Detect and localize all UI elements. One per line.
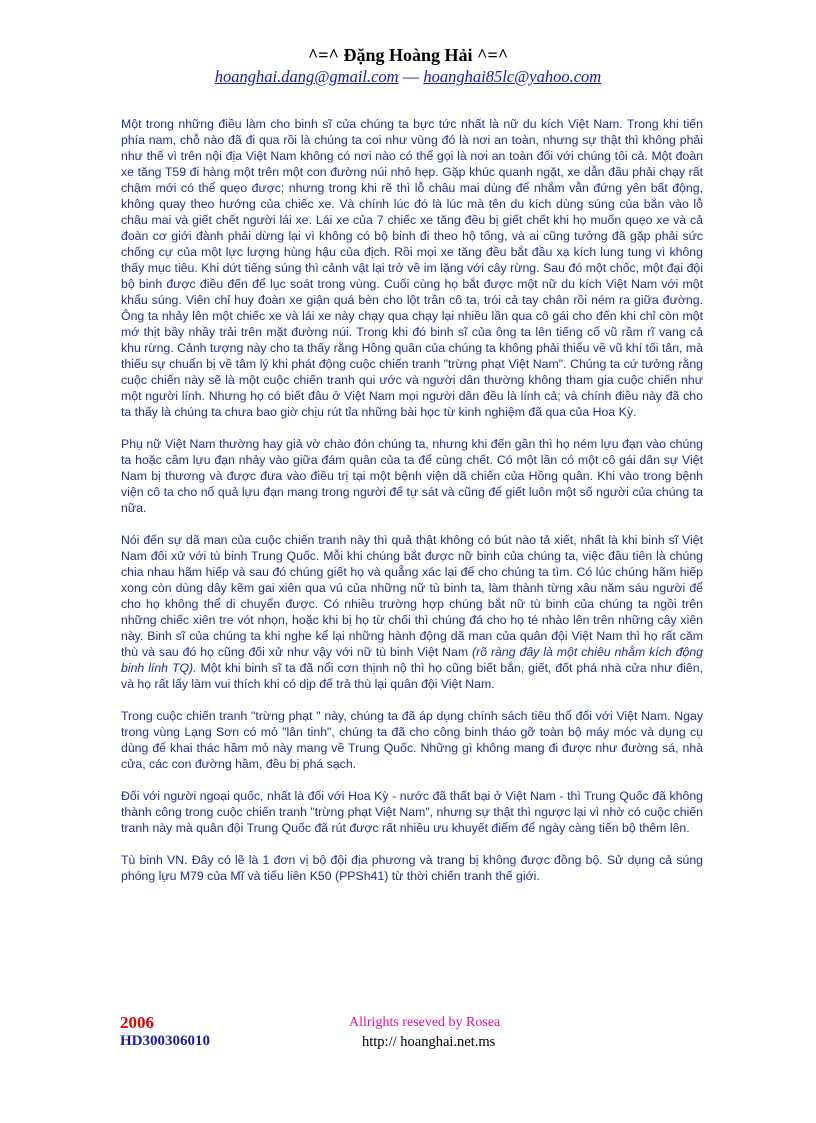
paragraph-2: Phụ nữ Việt Nam thường hay giả vờ chào đón chúng ta, nhưng khi đến gần thì họ ném lựu đạn vào chúng ta hoặc cầm lựu đạn nhảy vào giữa đám quân của ta để cùng chết. Có một lần có một cô gái dân sự Việt Nam bị thương và được đưa vào điều trị tại một bệnh viện dã chiến của Hồng quân. Khi vào trong bệnh viện cô ta cho nổ quả lựu đạn mang trong người để tự sát và cũng để giết luôn một số người của chúng ta nữa. bbox=[121, 437, 703, 515]
email-link-yahoo[interactable]: hoanghai85lc@yahoo.com bbox=[423, 67, 602, 86]
footer-year: 2006 bbox=[120, 1013, 154, 1032]
paragraph-3-end: Một khi binh sĩ ta đã nổi cơn thịnh nộ thì họ cũng biết bắn, giết, đốt phá nhà cửa như điên, và họ rất lấy làm vui thích khi có dịp để trả thù lại quân đội Việt Nam. bbox=[121, 661, 704, 691]
paragraph-3-main: Nói đến sự dã man của cuộc chiến tranh này thì quả thật không có bút nào tả xiết, nhất là khi binh sĩ Việt Nam đối xử với tù binh Trung Quốc. Mỗi khi chúng bắt được nữ binh của chúng ta, việc đầu tiên là chúng chia nhau hãm hiếp và sau đó chúng giết họ và quẳng xác lại để cho chúng ta tìm. Có lúc chúng hãm hiếp xong còn dùng dây kẽm gai xiên qua vú của những nữ tù binh ta, làm thành từng xâu năm sáu người để cho họ không thể di chuyển được. Có nhiều trường hợp chúng bắt nữ tù binh của chúng ta ngồi trên những chiếc xiên tre vót nhọn, hoặc khi bị họ từ chối thì chúng đá cho họ té nhào lên trên những cây xiên này. Binh sĩ của chúng ta khi nghe kể lại những hành động dã man của quân đội Việt Nam thì họ rất căm thù và sau đó họ cũng đối xử như vậy với nữ tù binh Việt Nam bbox=[121, 533, 703, 659]
paragraph-3 bbox=[121, 532, 703, 692]
footer-copyright: Allrights reseved by Rosea bbox=[349, 1015, 501, 1030]
paragraph-5: Đối với người ngoại quốc, nhất là đối với Hoa Kỳ - nước đã thất bại ở Việt Nam - thì Trung Quốc đã không thành công trong cuộc chiến tranh "trừng phạt Việt Nam", nhưng sự thật thì ngược lại vì nhờ có cuộc chiến tranh này mà quân đội Trung Quốc đã rút được rất nhiều ưu khuyết điểm để ngày càng tiến bộ thêm lên. bbox=[121, 789, 703, 835]
page-title: ^=^ Đặng Hoàng Hải ^=^ bbox=[307, 45, 509, 65]
footer-document-code: HD300306010 bbox=[120, 1033, 210, 1049]
footer-website: http:// hoanghai.net.ms bbox=[362, 1034, 496, 1050]
editor-note: (rõ ràng đây là một chiêu nhằm kích động binh lính TQ). bbox=[121, 645, 703, 675]
paragraph-4: Trong cuộc chiến tranh "trừng phạt " này, chúng ta đã áp dụng chính sách tiêu thổ đối với Việt Nam. Ngay trong vùng Lạng Sơn có mỏ "lân tinh", chúng ta đã cho công binh tháo gỡ toàn bộ máy móc và dụng cụ dùng để khai thác hầm mỏ này mang về Trung Quốc. Những gì không mang đi được như đường sá, nhà cửa, các con đường hầm, đều bị phá sạch. bbox=[121, 709, 703, 771]
page-footer bbox=[0, 1013, 816, 1063]
author-emails bbox=[0, 67, 816, 87]
email-separator: — bbox=[398, 67, 424, 86]
page-header bbox=[0, 44, 816, 87]
email-link-gmail[interactable]: hoanghai.dang@gmail.com bbox=[214, 67, 399, 86]
article-body bbox=[121, 116, 703, 900]
paragraph-6: Tù binh VN. Đây có lẽ là 1 đơn vị bộ đội địa phương và trang bị không được đồng bộ. Sử dụng cả súng phóng lựu M79 của Mĩ và tiểu liên K50 (PPSh41) từ thời chiến tranh thế giới. bbox=[121, 853, 703, 883]
paragraph-1: Một trong những điều làm cho binh sĩ của chúng ta bực tức nhất là nữ du kích Việt Nam. Trong khi tiến phía nam, chỗ nào đã đi qua rồi là chúng ta coi như vùng đó là nơi an toàn, nhưng sự thật thì không phải như thế vì trên nội địa Việt Nam không có nơi nào có thể gọi là nơi an toàn đối với chúng tôi cả. Một đoàn xe tăng T59 đi hàng một trên một con đường núi nhỏ hẹp. Gặp khúc quanh ngặt, xe dẫn đầu phải chạy rất chậm mới có thể quẹo được; nhưng trong khi rẽ thì lỗ châu mai dùng để nhắm vẫn đứng yên bất động, không quay theo hướng của chiếc xe. Và chính lúc đó là lúc mà tên du kích dùng súng của bắn vào lỗ châu mai và giết chết người lái xe. Lái xe của 7 chiếc xe tăng đều bị giết chết khi họ muốn quẹo xe và cả đoàn cơ giới đành phải dừng lại vì không có bộ binh đi theo hộ tống, và ai cũng tưởng đã gặp phải sức chống cự của một lực lượng hùng hậu của địch. Rồi mọi xe tăng đều bắt đầu xạ kích lung tung vì không thấy mục tiêu. Khi dứt tiếng súng thì cảnh vật lại trở về im lặng với cây rừng. Sau đó một chốc, một đại đội bộ binh được điều đến để lục soát trong vùng. Cuối cùng họ bắt được một nữ du kích Việt Nam với một khẩu súng. Viên chỉ huy đoàn xe giận quá bèn cho lột trần cô ta, trói cả tay chân rồi ném ra giữa đường. Ông ta nhảy lên một chiếc xe và lái xe này chạy qua chạy lại nhiều lần qua cô gái cho đến khi chỉ còn một mớ thịt bầy nhầy trải trên mặt đường núi. Trong khi đó binh sĩ của ông ta lên tiếng cổ vũ rầm rĩ vang cả khu rừng. Cảnh tượng này cho ta thấy rằng Hồng quân của chúng ta không phải thiếu về vũ khí tối tân, mà thiếu sự chuẩn bị về tâm lý khi phát động cuộc chiến tranh "trừng phạt Việt Nam". Chúng ta cứ tưởng rằng cuộc chiến này sẽ là một cuộc chiến tranh qui ước và người dân thường không tham gia cuộc chiến như một người lính. Nhưng họ có biết đâu ở Việt Nam mọi người dân đều là lính cả; và chính điều này đã cho ta thấy là chúng ta chưa bao giờ chịu rút tỉa những bài học từ kinh nghiệm đã qua của Hoa Kỳ. bbox=[121, 117, 703, 419]
